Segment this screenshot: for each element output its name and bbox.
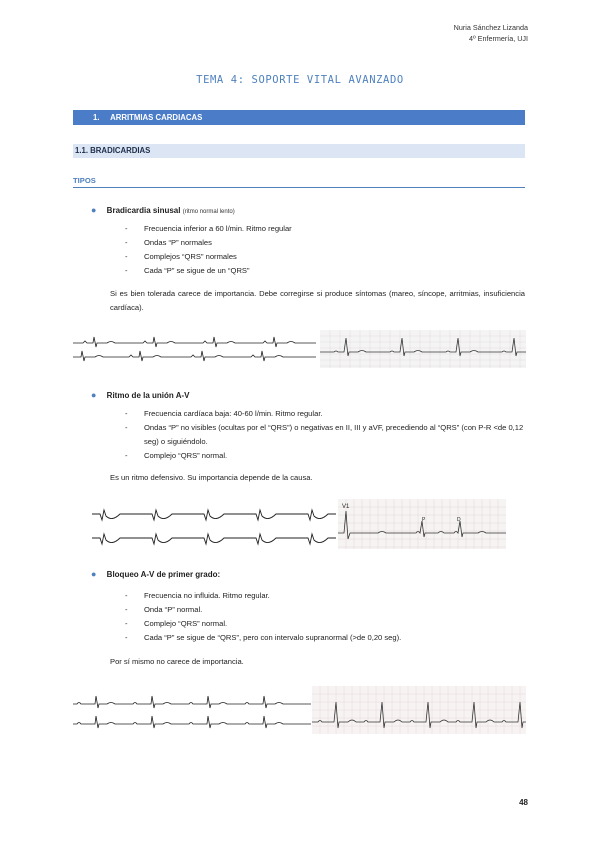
list-item: - Complejos “QRS” normales	[125, 250, 530, 264]
section-label: ARRITMIAS CARDIACAS	[110, 113, 203, 122]
header-course: 4º Enfermería, UJI	[469, 34, 528, 43]
list-item: - Cada “P” se sigue de un “QRS”	[125, 264, 530, 278]
ecg-strip-bloqueo-grid	[312, 686, 526, 734]
ecg-label-v1: V1	[342, 504, 350, 510]
list-item: - Onda “P” normal.	[125, 603, 530, 617]
ecg-strip-bradicardia-schematic	[73, 331, 316, 367]
section-number: 1.	[93, 113, 100, 122]
list-item: - Frecuencia no influida. Ritmo regular.	[125, 589, 530, 603]
list-item: - Cada “P” se sigue de “QRS”, pero con intervalo supranormal (>de 0,20 seg).	[125, 631, 530, 645]
topic-bradicardia-sinusal	[91, 205, 235, 215]
ecg-label-p: P	[422, 517, 426, 523]
topic-ritmo-union-av	[91, 390, 189, 400]
section-heading	[73, 110, 525, 125]
list-item: - Complejo “QRS” normal.	[125, 617, 530, 631]
topic-3-list	[125, 589, 530, 645]
topic-name: Bradicardia sinusal	[106, 206, 181, 215]
ecg-strip-bloqueo-schematic	[73, 690, 311, 732]
header-author: Nuria Sánchez Lizanda	[453, 23, 528, 32]
list-item: - Ondas “P” normales	[125, 236, 530, 250]
page-title: TEMA 4: SOPORTE VITAL AVANZADO	[196, 74, 404, 86]
page-number: 48	[519, 798, 528, 807]
bullet-icon: ●	[91, 390, 97, 400]
topic-note: (ritmo normal lento)	[182, 209, 235, 215]
list-item: - Ondas “P” no visibles (ocultas por el “QRS”) o negativas en II, III y aVF, precediendo al “QRS” (con P-R <de 0,12 seg) o siguiéndolo.	[125, 421, 530, 449]
topic-name: Bloqueo A-V de primer grado:	[106, 570, 221, 579]
page-header	[454, 22, 528, 44]
list-item: - Complejo “QRS” normal.	[125, 449, 530, 463]
bullet-icon: ●	[91, 569, 97, 579]
bullet-icon: ●	[91, 205, 97, 215]
tipos-heading: TIPOS	[73, 176, 525, 188]
list-item: - Frecuencia inferior a 60 l/min. Ritmo regular	[125, 222, 530, 236]
list-item: - Frecuencia cardíaca baja: 40-60 l/min. Ritmo regular.	[125, 407, 530, 421]
topic-1-list	[125, 222, 530, 278]
subsection-heading: 1.1. BRADICARDIAS	[73, 144, 525, 158]
topic-1-paragraph: Si es bien tolerada carece de importancia. Debe corregirse si produce síntomas (mareo, síncope, arritmias, insuficiencia cardíaca).	[110, 289, 525, 312]
topic-bloqueo-av-primer-grado	[91, 569, 220, 579]
ecg-label-d: D	[457, 517, 461, 523]
ecg-strip-union-av-grid	[338, 499, 506, 549]
ecg-strip-bradicardia-grid	[320, 330, 526, 368]
topic-2-list	[125, 407, 530, 463]
topic-3-paragraph: Por sí mismo no carece de importancia.	[110, 657, 244, 666]
topic-name: Ritmo de la unión A-V	[106, 391, 190, 400]
ecg-strip-union-av-schematic	[92, 504, 336, 550]
topic-2-paragraph: Es un ritmo defensivo. Su importancia depende de la causa.	[110, 473, 313, 482]
